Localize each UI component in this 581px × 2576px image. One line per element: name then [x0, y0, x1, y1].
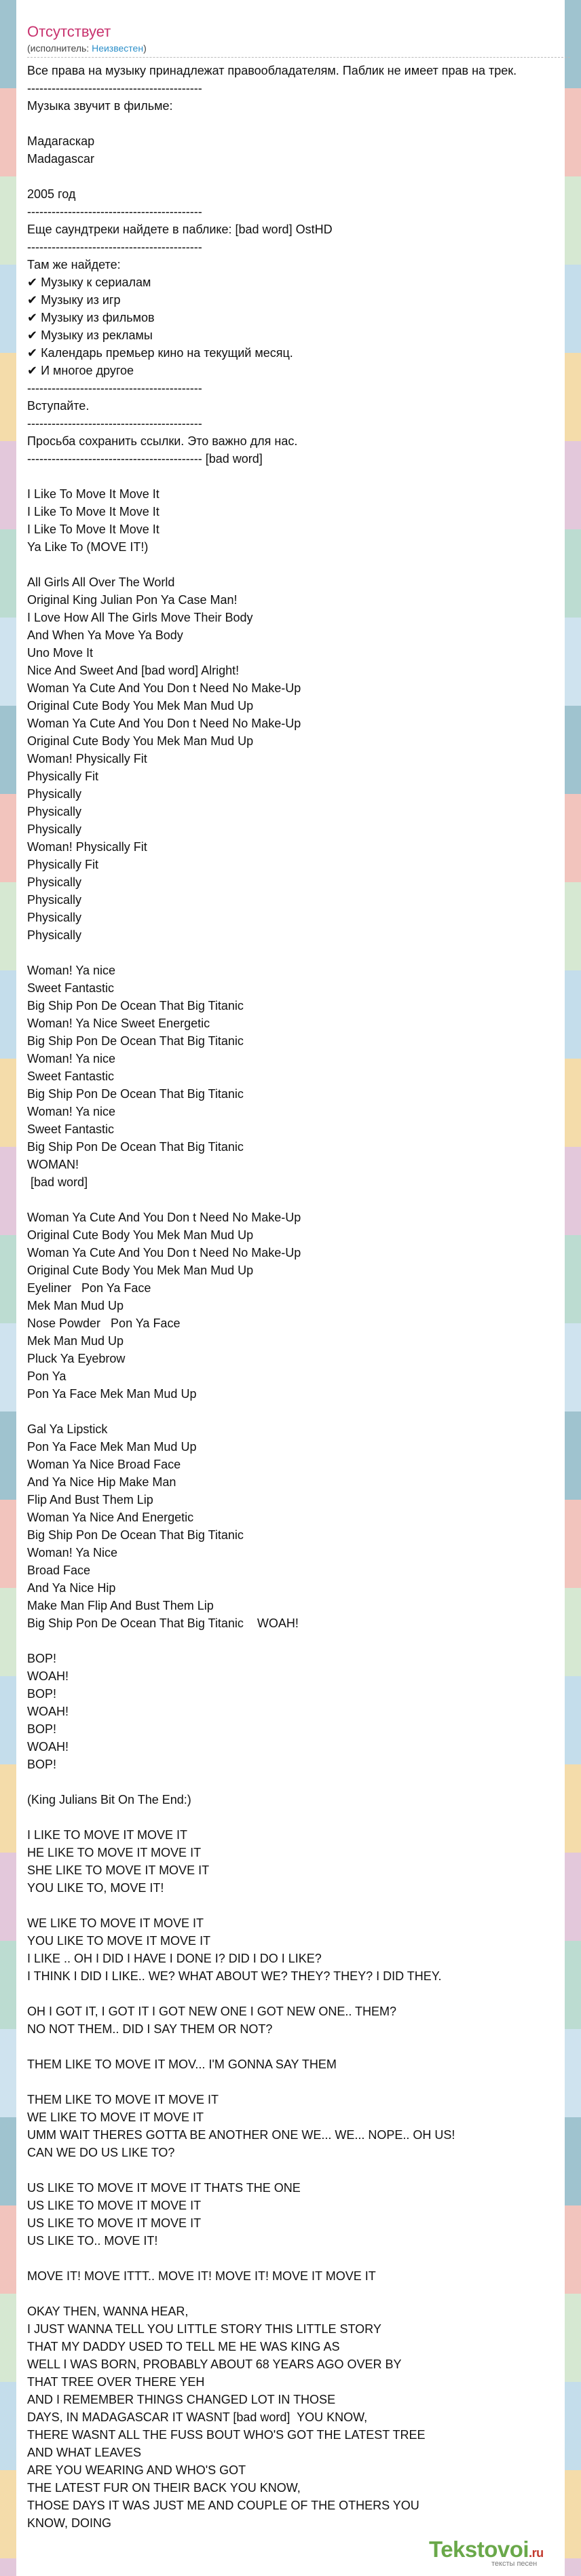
logo-name: Tekstovoi [429, 2537, 529, 2562]
artist-line [27, 42, 570, 58]
site-logo[interactable] [429, 2537, 573, 2575]
logo-tld: .ru [529, 2546, 544, 2560]
logo-wordmark [429, 2537, 573, 2562]
artist-prefix: (исполнитель: [27, 43, 92, 54]
artist-suffix: ) [143, 43, 147, 54]
song-title: Отсутствует [27, 23, 111, 40]
left-decorative-stripe [0, 0, 16, 2576]
artist-link[interactable]: Неизвестен [92, 43, 144, 54]
lyrics-page [27, 23, 570, 2532]
lyrics-text: Все права на музыку принадлежат правообладателям. Паблик не имеет прав на трек. ------------------------------------------- Музыка звучит в фильме: Мадагаскар Madagascar 2005 год ------------------------------------------- Еще саундтреки найдете в паблике: [bad word] OstHD ------------------------------------------- Там же найдете: ✔ Музыку к сериалам ✔ Музыку из игр ✔ Музыку из фильмов ✔ Музыку из рекламы ✔ Календарь премьер кино на текущий месяц. ✔ И многое другое ------------------------------------------- Вступайте. ------------------------------------------- Просьба сохранить ссылки. Это важно для нас. ------------------------------------------- [bad word] I Like To Move It Move It I Like To Move It Move It I Like To Move It Move It Ya Like To (MOVE IT!) All Girls All Over The World Original King Julian Pon Ya Case Man! I Love How All The Girls Move Their Body And When Ya Move Ya Body Uno Move It Nice And Sweet And [bad word] Alright! Woman Ya Cute And You Don t Need No Make-Up Original Cute Body You Mek Man Mud Up Woman Ya Cute And You Don t Need No Make-Up Original Cute Body You Mek Man Mud Up Woman! Physically Fit Physically Fit Physically Physically Physically Woman! Physically Fit Physically Fit Physically Physically Physically Physically Woman! Ya nice Sweet Fantastic Big Ship Pon De Ocean That Big Titanic Woman! Ya Nice Sweet Energetic Big Ship Pon De Ocean That Big Titanic Woman! Ya nice Sweet Fantastic Big Ship Pon De Ocean That Big Titanic Woman! Ya nice Sweet Fantastic Big Ship Pon De Ocean That Big Titanic WOMAN! [bad word] Woman Ya Cute And You Don t Need No Make-Up Original Cute Body You Mek Man Mud Up Woman Ya Cute And You Don t Need No Make-Up Original Cute Body You Mek Man Mud Up Eyeliner Pon Ya Face Mek Man Mud Up Nose Powder Pon Ya Face Mek Man Mud Up Pluck Ya Eyebrow Pon Ya Pon Ya Face Mek Man Mud Up Gal Ya Lipstick Pon Ya Face Mek Man Mud Up Woman Ya Nice Broad Face And Ya Nice Hip Make Man Flip And Bust Them Lip Woman Ya Nice And Energetic Big Ship Pon De Ocean That Big Titanic Woman! Ya Nice Broad Face And Ya Nice Hip Make Man Flip And Bust Them Lip Big Ship Pon De Ocean That Big Titanic WOAH! BOP! WOAH! BOP! WOAH! BOP! WOAH! BOP! (King Julians Bit On The End:) I LIKE TO MOVE IT MOVE IT HE LIKE TO MOVE IT MOVE IT SHE LIKE TO MOVE IT MOVE IT YOU LIKE TO, MOVE IT! WE LIKE TO MOVE IT MOVE IT YOU LIKE TO MOVE IT MOVE IT I LIKE .. OH I DID I HAVE I DONE I? DID I DO I LIKE? I THINK I DID I LIKE.. WE? WHAT ABOUT WE? THEY? THEY? I DID THEY. OH I GOT IT, I GOT IT I GOT NEW ONE I GOT NEW ONE.. THEM? NO NOT THEM.. DID I SAY THEM OR NOT? THEM LIKE TO MOVE IT MOV... I'M GONNA SAY THEM THEM LIKE TO MOVE IT MOVE IT WE LIKE TO MOVE IT MOVE IT UMM WAIT THERES GOTTA BE ANOTHER ONE WE... WE... NOPE.. OH US! CAN WE DO US LIKE TO? US LIKE TO MOVE IT MOVE IT THATS THE ONE US LIKE TO MOVE IT MOVE IT US LIKE TO MOVE IT MOVE IT US LIKE TO.. MOVE IT! MOVE IT! MOVE ITTT.. MOVE IT! MOVE IT! MOVE IT MOVE IT OKAY THEN, WANNA HEAR, I JUST WANNA TELL YOU LITTLE STORY THIS LITTLE STORY THAT MY DADDY USED TO TELL ME HE WAS KING AS WELL I WAS BORN, PROBABLY ABOUT 68 YEARS AGO OVER BY THAT TREE OVER THERE YEH AND I REMEMBER THINGS CHANGED LOT IN THOSE DAYS, IN MADAGASCAR IT WASNT [bad word] YOU KNOW, THERE WASNT ALL THE FUSS BOUT WHO'S GOT THE LATEST TREE AND WHAT LEAVES ARE YOU WEARING AND WHO'S GOT THE LATEST FUR ON THEIR BACK YOU KNOW, THOSE DAYS IT WAS JUST ME AND COUPLE OF THE OTHERS YOU KNOW, DOING [27, 64, 517, 2530]
logo-tagline: тексты песен [491, 2560, 538, 2568]
